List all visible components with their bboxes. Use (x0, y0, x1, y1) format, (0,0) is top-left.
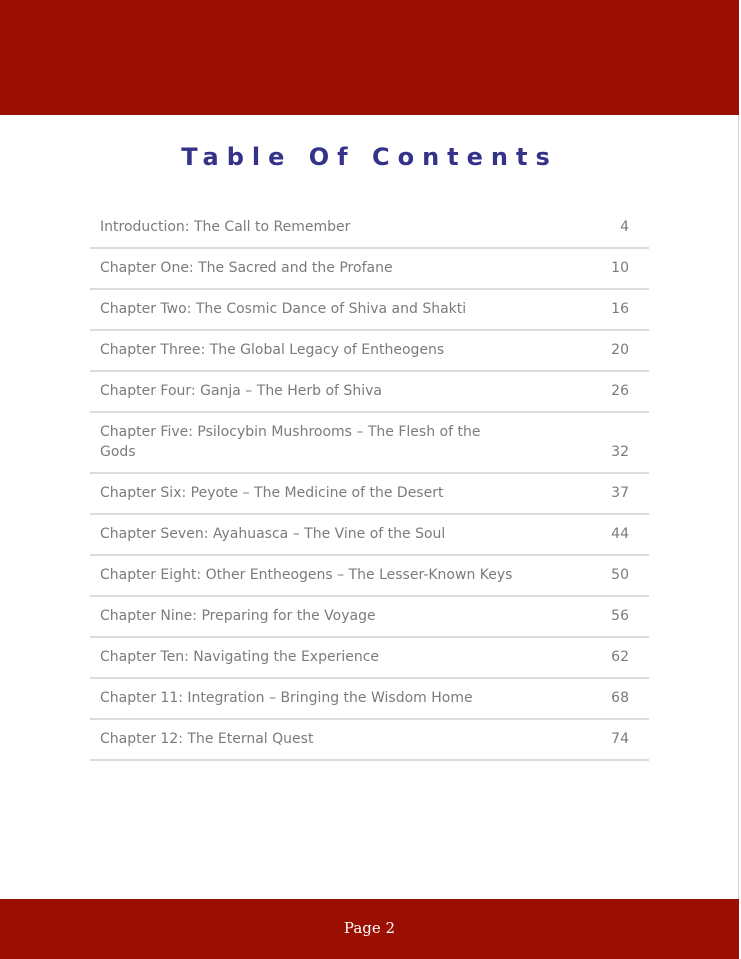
toc-entry-title: Chapter Four: Ganja – The Herb of Shiva (90, 371, 540, 412)
footer-band (0, 899, 739, 959)
toc-table (90, 208, 649, 761)
toc-entry-page: 50 (540, 555, 649, 596)
toc-entry-page: 56 (540, 596, 649, 637)
toc-entry-page: 20 (540, 330, 649, 371)
toc-entry-title: Chapter Five: Psilocybin Mushrooms – The Flesh of the Gods (90, 412, 540, 473)
toc-entry-title: Chapter Eight: Other Entheogens – The Lesser-Known Keys (90, 555, 540, 596)
toc-row[interactable] (90, 637, 649, 678)
toc-entry-page: 26 (540, 371, 649, 412)
toc-entry-page: 16 (540, 289, 649, 330)
toc-entry-page: 44 (540, 514, 649, 555)
page-number: Page 2 (343, 919, 396, 937)
toc-entry-page: 74 (540, 719, 649, 760)
toc-row[interactable] (90, 371, 649, 412)
toc-entry-page: 37 (540, 473, 649, 514)
toc-row[interactable] (90, 555, 649, 596)
toc-entry-title: Chapter Nine: Preparing for the Voyage (90, 596, 540, 637)
toc-entry-title: Chapter Seven: Ayahuasca – The Vine of the Soul (90, 514, 540, 555)
toc-entry-title: Chapter Two: The Cosmic Dance of Shiva and Shakti (90, 289, 540, 330)
toc-entry-title: Chapter One: The Sacred and the Profane (90, 248, 540, 289)
toc-entry-page: 10 (540, 248, 649, 289)
toc-entry-page: 32 (540, 412, 649, 473)
toc-entry-title: Chapter Three: The Global Legacy of Entheogens (90, 330, 540, 371)
toc-row[interactable] (90, 330, 649, 371)
toc-entry-page: 68 (540, 678, 649, 719)
toc-row[interactable] (90, 289, 649, 330)
header-band (0, 0, 739, 115)
toc-entry-title: Chapter Six: Peyote – The Medicine of the Desert (90, 473, 540, 514)
page-title: Table Of Contents (181, 143, 558, 171)
toc-row[interactable] (90, 596, 649, 637)
toc-entry-page: 4 (540, 208, 649, 248)
toc-entry-page: 62 (540, 637, 649, 678)
toc-row[interactable] (90, 514, 649, 555)
toc-row[interactable] (90, 248, 649, 289)
toc-row[interactable] (90, 678, 649, 719)
toc-row[interactable] (90, 719, 649, 760)
toc-entry-title: Chapter 11: Integration – Bringing the Wisdom Home (90, 678, 540, 719)
toc-row[interactable] (90, 473, 649, 514)
toc-entry-title: Chapter 12: The Eternal Quest (90, 719, 540, 760)
toc-entry-title: Chapter Ten: Navigating the Experience (90, 637, 540, 678)
toc-row[interactable] (90, 208, 649, 248)
toc-row[interactable] (90, 412, 649, 473)
toc-entry-title: Introduction: The Call to Remember (90, 208, 540, 248)
